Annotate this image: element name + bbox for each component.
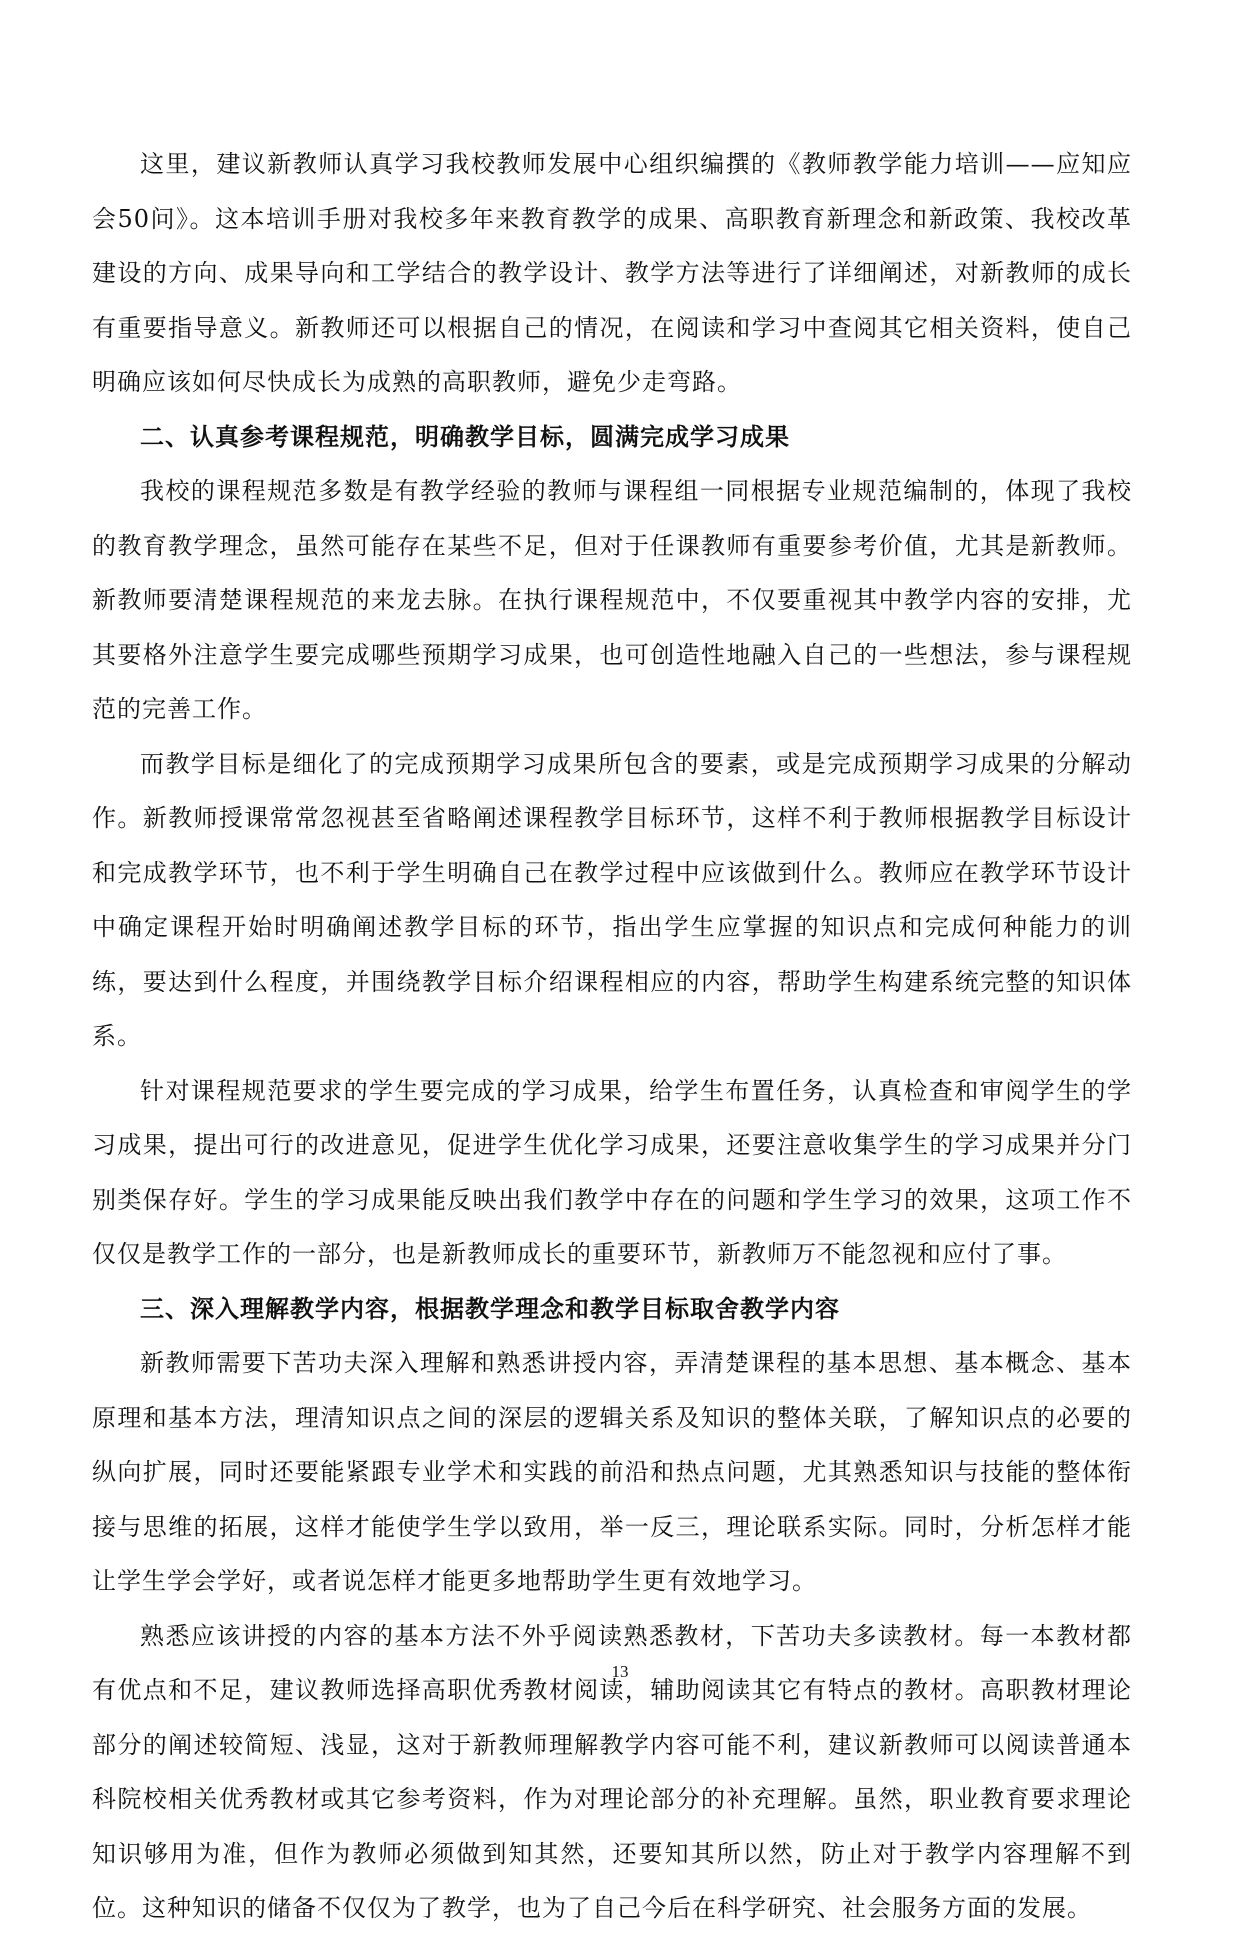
page-number: 13 — [611, 1662, 629, 1681]
section-heading-3: 三、深入理解教学内容，根据教学理念和教学目标取舍教学内容 — [140, 1293, 840, 1323]
paragraph-learning-outcomes: 针对课程规范要求的学生要完成的学习成果，给学生布置任务，认真检查和审阅学生的学习成果，提出可行的改进意见，促进学生优化学习成果，还要注意收集学生的学习成果并分门别类保存好。学生的学习成果能反映出我们教学中存在的问题和学生学习的效果，这项工作不仅仅是教学工作的一部分，也是新教师成长的重要环节，新教师万不能忽视和应付了事。 — [92, 1076, 1132, 1268]
paragraph-textbooks: 熟悉应该讲授的内容的基本方法不外乎阅读熟悉教材，下苦功夫多读教材。每一本教材都有优点和不足，建议教师选择高职优秀教材阅读，辅助阅读其它有特点的教材。高职教材理论部分的阐述较简短、浅显，这对于新教师理解教学内容可能不利，建议新教师可以阅读普通本科院校相关优秀教材或其它参考资料，作为对理论部分的补充理解。虽然，职业教育要求理论知识够用为准，但作为教师必须做到知其然，还要知其所以然，防止对于教学内容理解不到位。这种知识的储备不仅仅为了教学，也为了自己今后在科学研究、社会服务方面的发展。 — [92, 1621, 1132, 1922]
section-heading-2: 二、认真参考课程规范，明确教学目标，圆满完成学习成果 — [140, 421, 790, 451]
paragraph-understand-content: 新教师需要下苦功夫深入理解和熟悉讲授内容，弄清楚课程的基本思想、基本概念、基本原理和基本方法，理清知识点之间的深层的逻辑关系及知识的整体关联，了解知识点的必要的纵向扩展，同时还要能紧跟专业学术和实践的前沿和热点问题，尤其熟悉知识与技能的整体衔接与思维的拓展，这样才能使学生学以致用，举一反三，理论联系实际。同时，分析怎样才能让学生学会学好，或者说怎样才能更多地帮助学生更有效地学习。 — [92, 1349, 1132, 1595]
paragraph-course-spec: 我校的课程规范多数是有教学经验的教师与课程组一同根据专业规范编制的，体现了我校的教育教学理念，虽然可能存在某些不足，但对于任课教师有重要参考价值，尤其是新教师。新教师要清楚课程规范的来龙去脉。在执行课程规范中，不仅要重视其中教学内容的安排，尤其要格外注意学生要完成哪些预期学习成果，也可创造性地融入自己的一些想法，参与课程规范的完善工作。 — [92, 477, 1132, 723]
paragraph-intro: 这里，建议新教师认真学习我校教师发展中心组织编撰的《教师教学能力培训——应知应会50问》。这本培训手册对我校多年来教育教学的成果、高职教育新理念和新政策、我校改革建设的方向、成果导向和工学结合的教学设计、教学方法等进行了详细阐述，对新教师的成长有重要指导意义。新教师还可以根据自己的情况，在阅读和学习中查阅其它相关资料，使自己明确应该如何尽快成长为成熟的高职教师，避免少走弯路。 — [92, 150, 1132, 396]
paragraph-teaching-goals: 而教学目标是细化了的完成预期学习成果所包含的要素，或是完成预期学习成果的分解动作。新教师授课常常忽视甚至省略阐述课程教学目标环节，这样不利于教师根据教学目标设计和完成教学环节，也不利于学生明确自己在教学过程中应该做到什么。教师应在教学环节设计中确定课程开始时明确阐述教学目标的环节，指出学生应掌握的知识点和完成何种能力的训练，要达到什么程度，并围绕教学目标介绍课程相应的内容，帮助学生构建系统完整的知识体系。 — [92, 749, 1132, 1050]
